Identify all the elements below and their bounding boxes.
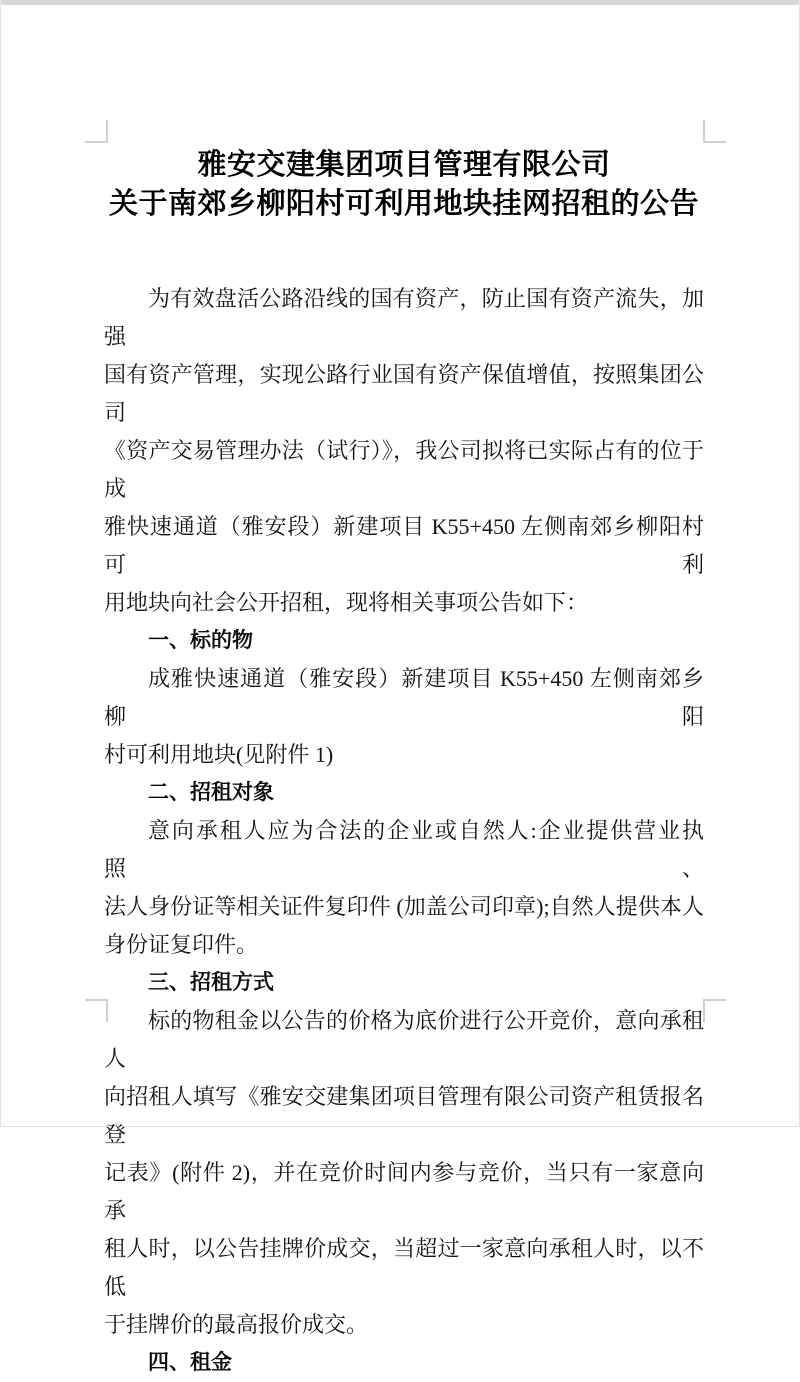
text-line: 村可利用地块(见附件 1)	[104, 742, 334, 767]
text-line: 为有效盘活公路沿线的国有资产，防止国有资产流失，加强	[104, 286, 704, 349]
text-line: 成雅快速通道（雅安段）新建项目 K55+450 左侧南郊乡柳阳	[104, 666, 704, 729]
section-heading: 三、招租方式	[148, 971, 274, 994]
crop-mark-top-left-icon	[85, 120, 108, 143]
crop-mark-top-right-icon	[703, 120, 726, 143]
document-title-line-1: 雅安交建集团项目管理有限公司	[197, 149, 611, 181]
text-line: 租人时，以公告挂牌价成交，当超过一家意向承租人时，以不低	[104, 1236, 704, 1299]
page-left-edge	[0, 0, 1, 1127]
text-line: 法人身份证等相关证件复印件 (加盖公司印章);自然人提供本人	[104, 894, 704, 919]
crop-mark-bottom-right-icon	[703, 999, 726, 1022]
document-title-line-2: 关于南郊乡柳阳村可利用地块挂网招租的公告	[108, 188, 699, 220]
section-heading: 一、标的物	[148, 629, 253, 652]
text-line: 标的物租金以公告的价格为底价进行公开竞价，意向承租人	[104, 1008, 704, 1071]
page-top-edge	[0, 0, 800, 5]
text-line: 身份证复印件。	[104, 932, 259, 957]
text-line: 用地块向社会公开招租，现将相关事项公告如下：	[104, 590, 589, 615]
text-line: 记表》(附件 2)，并在竞价时间内参与竞价，当只有一家意向承	[104, 1160, 704, 1223]
section-heading: 四、租金	[148, 1351, 232, 1374]
document-body	[104, 280, 704, 1382]
text-area[interactable]	[104, 146, 704, 1382]
text-line: 《资产交易管理办法（试行）》，我公司拟将已实际占有的位于成	[104, 438, 704, 501]
text-line: 意向承租人应为合法的企业或自然人:企业提供营业执照、	[104, 818, 704, 881]
text-line: 雅快速通道（雅安段）新建项目 K55+450 左侧南郊乡柳阳村可利	[104, 514, 704, 577]
section-heading: 二、招租对象	[148, 781, 274, 804]
text-line: 于挂牌价的最高报价成交。	[104, 1312, 369, 1337]
text-line: 国有资产管理，实现公路行业国有资产保值增值，按照集团公司	[104, 362, 704, 425]
text-line: 向招租人填写《雅安交建集团项目管理有限公司资产租赁报名登	[104, 1084, 704, 1147]
